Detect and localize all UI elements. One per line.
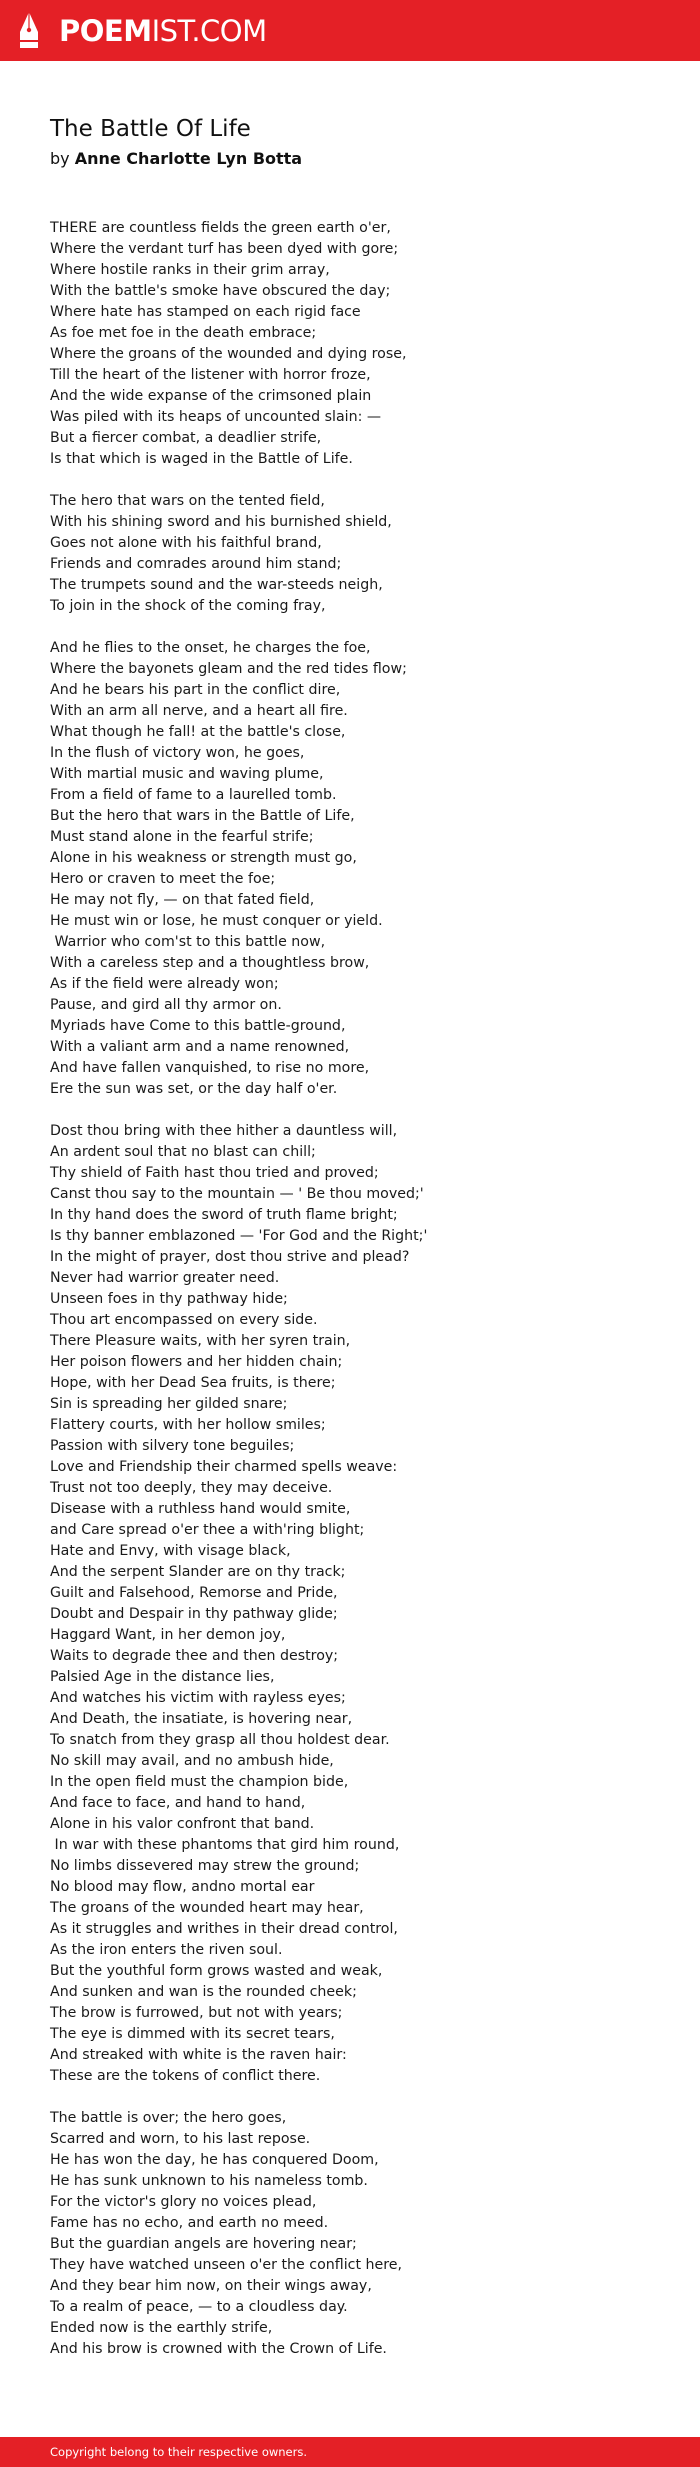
poem-line: But the hero that wars in the Battle of Life, xyxy=(50,808,355,824)
poem-line: Ended now is the earthly strife, xyxy=(50,2320,273,2336)
poem-line: To join in the shock of the coming fray, xyxy=(50,598,326,614)
poem-byline xyxy=(50,148,302,170)
poem-line: Pause, and gird all thy armor on. xyxy=(50,997,282,1013)
poem-line: With an arm all nerve, and a heart all fire. xyxy=(50,703,348,719)
poem-line: No blood may flow, andno mortal ear xyxy=(50,1879,315,1895)
poem-line: The battle is over; the hero goes, xyxy=(50,2110,287,2126)
poem-line: As if the field were already won; xyxy=(50,976,279,992)
poem-line: Scarred and worn, to his last repose. xyxy=(50,2131,311,2147)
poem-line: No limbs dissevered may strew the ground; xyxy=(50,1858,360,1874)
poem-line: And they bear him now, on their wings away, xyxy=(50,2278,372,2294)
poem-line: Myriads have Come to this battle-ground, xyxy=(50,1018,346,1034)
poem-line: An ardent soul that no blast can chill; xyxy=(50,1144,316,1160)
poem-stanza xyxy=(50,2108,670,2360)
poem-line: The trumpets sound and the war-steeds neigh, xyxy=(50,577,383,593)
poem-line: THERE are countless fields the green earth o'er, xyxy=(50,220,391,236)
poem-line: Passion with silvery tone beguiles; xyxy=(50,1438,295,1454)
poem-stanza xyxy=(50,1121,670,2087)
poem-line: Hope, with her Dead Sea fruits, is there; xyxy=(50,1375,336,1391)
poem-body xyxy=(50,218,670,2381)
poem-line: And the wide expanse of the crimsoned plain xyxy=(50,388,372,404)
site-logo[interactable] xyxy=(59,13,267,49)
poem-stanza xyxy=(50,218,670,470)
poem-line: And his brow is crowned with the Crown of Life. xyxy=(50,2341,387,2357)
poem-title: The Battle Of Life xyxy=(50,116,251,142)
poem-line: Hero or craven to meet the foe; xyxy=(50,871,276,887)
poem-line: The hero that wars on the tented field, xyxy=(50,493,325,509)
poem-line: The eye is dimmed with its secret tears, xyxy=(50,2026,335,2042)
poem-line: Canst thou say to the mountain — ' Be thou moved;' xyxy=(50,1186,424,1202)
poem-line: Flattery courts, with her hollow smiles; xyxy=(50,1417,326,1433)
pen-nib-icon[interactable] xyxy=(18,10,40,50)
poem-line: Dost thou bring with thee hither a dauntless will, xyxy=(50,1123,398,1139)
poem-line: Where hate has stamped on each rigid face xyxy=(50,304,361,320)
poem-line: Palsied Age in the distance lies, xyxy=(50,1669,275,1685)
poem-line: He must win or lose, he must conquer or yield. xyxy=(50,913,383,929)
poem-line: From a field of fame to a laurelled tomb. xyxy=(50,787,337,803)
poem-line: Sin is spreading her gilded snare; xyxy=(50,1396,288,1412)
poem-line: Thou art encompassed on every side. xyxy=(50,1312,318,1328)
poem-line: Haggard Want, in her demon joy, xyxy=(50,1627,286,1643)
poem-line: Is that which is waged in the Battle of Life. xyxy=(50,451,353,467)
poem-line: Where the groans of the wounded and dying rose, xyxy=(50,346,407,362)
by-label: by xyxy=(50,149,70,168)
poem-line: In war with these phantoms that gird him round, xyxy=(50,1837,400,1853)
poem-line: To snatch from they grasp all thou holdest dear. xyxy=(50,1732,390,1748)
poem-line: With his shining sword and his burnished shield, xyxy=(50,514,392,530)
poem-line: The brow is furrowed, but not with years; xyxy=(50,2005,343,2021)
poem-line: He has won the day, he has conquered Doom, xyxy=(50,2152,379,2168)
poem-line: And watches his victim with rayless eyes; xyxy=(50,1690,346,1706)
poem-line: Waits to degrade thee and then destroy; xyxy=(50,1648,339,1664)
poem-line: And the serpent Slander are on thy track; xyxy=(50,1564,346,1580)
poem-line: And face to face, and hand to hand, xyxy=(50,1795,306,1811)
poem-line: And sunken and wan is the rounded cheek; xyxy=(50,1984,357,2000)
poem-line: To a realm of peace, — to a cloudless day. xyxy=(50,2299,348,2315)
poem-line: As the iron enters the riven soul. xyxy=(50,1942,283,1958)
poem-line: For the victor's glory no voices plead, xyxy=(50,2194,317,2210)
poem-line: What though he fall! at the battle's close, xyxy=(50,724,346,740)
poem-line: Where the verdant turf has been dyed with gore; xyxy=(50,241,399,257)
poem-line: The groans of the wounded heart may hear, xyxy=(50,1900,364,1916)
poem-line: And he flies to the onset, he charges the foe, xyxy=(50,640,371,656)
poem-line: Thy shield of Faith hast thou tried and proved; xyxy=(50,1165,379,1181)
poem-line: These are the tokens of conflict there. xyxy=(50,2068,321,2084)
poem-line: Friends and comrades around him stand; xyxy=(50,556,342,572)
site-footer xyxy=(0,2437,700,2467)
poem-line: They have watched unseen o'er the conflict here, xyxy=(50,2257,402,2273)
poem-line: As foe met foe in the death embrace; xyxy=(50,325,317,341)
poem-line: Hate and Envy, with visage black, xyxy=(50,1543,291,1559)
poem-line: Where the bayonets gleam and the red tides flow; xyxy=(50,661,407,677)
poem-line: In the might of prayer, dost thou strive and plead? xyxy=(50,1249,410,1265)
poem-line: And he bears his part in the conflict dire, xyxy=(50,682,341,698)
poem-stanza xyxy=(50,638,670,1100)
poem-line: Trust not too deeply, they may deceive. xyxy=(50,1480,333,1496)
poem-line: In the open field must the champion bide, xyxy=(50,1774,349,1790)
poem-line: Warrior who com'st to this battle now, xyxy=(50,934,326,950)
poem-line: Till the heart of the listener with horror froze, xyxy=(50,367,371,383)
poem-line: As it struggles and writhes in their dread control, xyxy=(50,1921,398,1937)
poem-line: Where hostile ranks in their grim array, xyxy=(50,262,330,278)
poem-line: But the youthful form grows wasted and weak, xyxy=(50,1963,383,1979)
poem-line: Unseen foes in thy pathway hide; xyxy=(50,1291,288,1307)
poem-line: He may not fly, — on that fated field, xyxy=(50,892,315,908)
poem-line: In the flush of victory won, he goes, xyxy=(50,745,305,761)
poem-line: Alone in his valor confront that band. xyxy=(50,1816,315,1832)
poem-stanza xyxy=(50,491,670,617)
logo-bold-text: POEM xyxy=(59,14,152,48)
logo-light-text: IST.COM xyxy=(151,14,267,48)
copyright-text: Copyright belong to their respective owners. xyxy=(50,2445,308,2459)
poem-line: And Death, the insatiate, is hovering near, xyxy=(50,1711,353,1727)
poem-line: And streaked with white is the raven hair: xyxy=(50,2047,347,2063)
poem-line: There Pleasure waits, with her syren train, xyxy=(50,1333,351,1349)
poem-line: Never had warrior greater need. xyxy=(50,1270,280,1286)
poem-line: With a careless step and a thoughtless brow, xyxy=(50,955,370,971)
poem-line: With a valiant arm and a name renowned, xyxy=(50,1039,350,1055)
poem-line: With martial music and waving plume, xyxy=(50,766,324,782)
poem-line: Was piled with its heaps of uncounted slain: — xyxy=(50,409,382,425)
poem-line: Love and Friendship their charmed spells weave: xyxy=(50,1459,398,1475)
author-name[interactable]: Anne Charlotte Lyn Botta xyxy=(74,149,303,168)
poem-line: Must stand alone in the fearful strife; xyxy=(50,829,314,845)
poem-line: Doubt and Despair in thy pathway glide; xyxy=(50,1606,338,1622)
poem-line: Is thy banner emblazoned — 'For God and the Right;' xyxy=(50,1228,428,1244)
poem-line: He has sunk unknown to his nameless tomb. xyxy=(50,2173,368,2189)
poem-line: In thy hand does the sword of truth flame bright; xyxy=(50,1207,398,1223)
poem-line: Guilt and Falsehood, Remorse and Pride, xyxy=(50,1585,338,1601)
poem-line: But a fiercer combat, a deadlier strife, xyxy=(50,430,322,446)
poem-line: Fame has no echo, and earth no meed. xyxy=(50,2215,329,2231)
poem-line: Goes not alone with his faithful brand, xyxy=(50,535,322,551)
poem-line: Disease with a ruthless hand would smite, xyxy=(50,1501,351,1517)
poem-line: and Care spread o'er thee a with'ring blight; xyxy=(50,1522,365,1538)
poem-line: But the guardian angels are hovering near; xyxy=(50,2236,357,2252)
poem-line: Ere the sun was set, or the day half o'er. xyxy=(50,1081,338,1097)
poem-line: With the battle's smoke have obscured the day; xyxy=(50,283,391,299)
poem-line: No skill may avail, and no ambush hide, xyxy=(50,1753,334,1769)
site-header xyxy=(0,0,700,61)
poem-line: And have fallen vanquished, to rise no more, xyxy=(50,1060,370,1076)
poem-line: Her poison flowers and her hidden chain; xyxy=(50,1354,343,1370)
poem-line: Alone in his weakness or strength must go, xyxy=(50,850,357,866)
